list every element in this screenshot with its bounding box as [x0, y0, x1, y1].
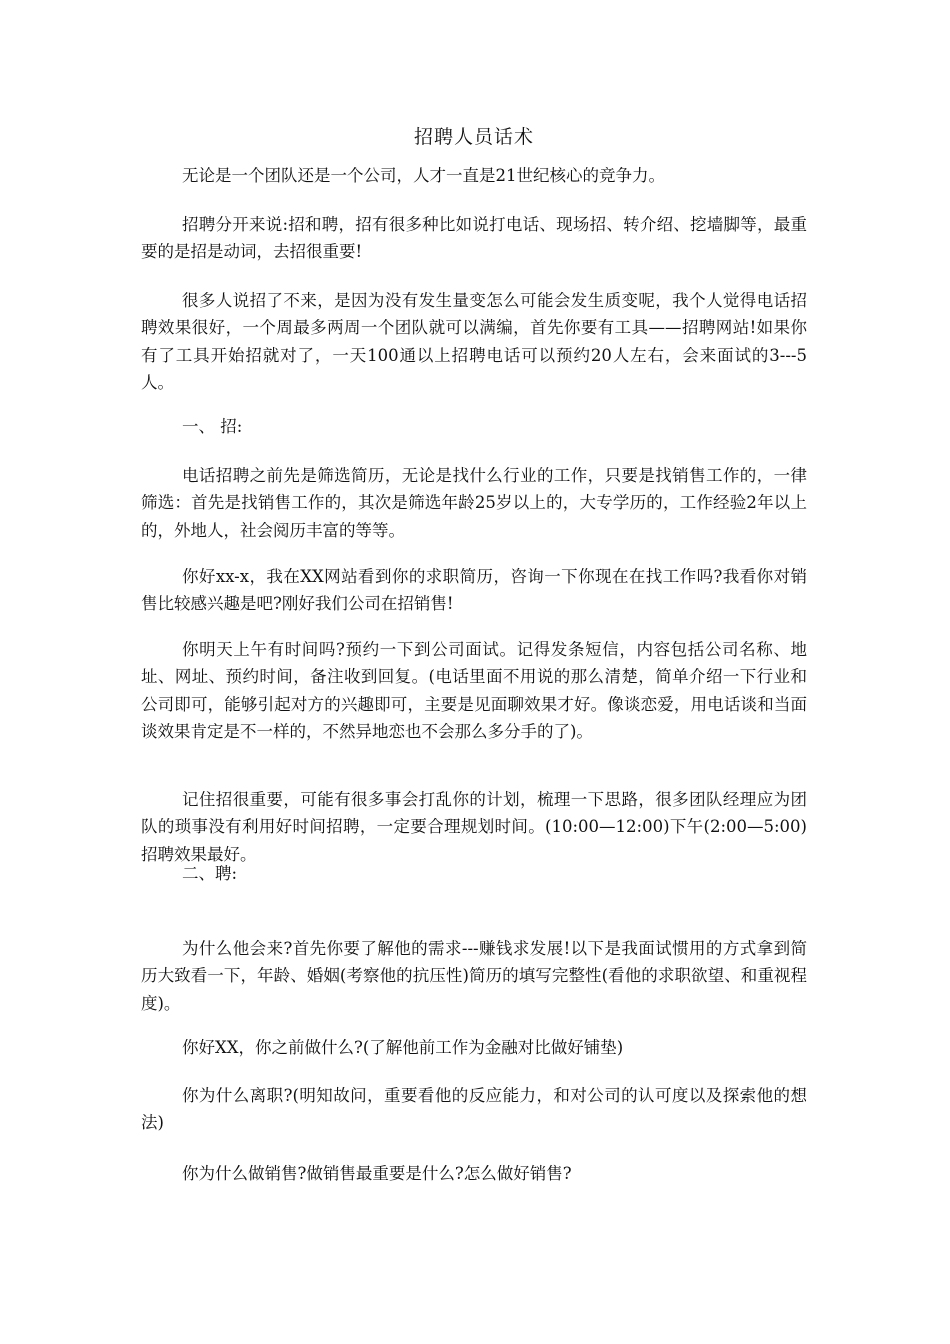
- section-heading-2: 二、聘:: [182, 864, 238, 883]
- paragraph-question-2: 你为什么离职?(明知故问，重要看他的反应能力，和对公司的认可度以及探索他的想法): [141, 1086, 807, 1133]
- paragraph-question-1: 你好XX，你之前做什么?(了解他前工作为金融对比做好铺垫): [182, 1038, 624, 1057]
- paragraph-question-3: 你为什么做销售?做销售最重要是什么?怎么做好销售?: [182, 1164, 572, 1183]
- paragraph-phone-recruiting: 很多人说招了不来，是因为没有发生量变怎么可能会发生质变呢，我个人觉得电话招聘效果很好，一个周最多两周一个团队就可以满编，首先你要有工具——招聘网站!如果你有了工具开始招就对了，一天100通以上招聘电话可以预约20人左右，会来面试的3---5人。: [141, 291, 807, 393]
- paragraph-time-planning: 记住招很重要，可能有很多事会打乱你的计划，梳理一下思路，很多团队经理应为团队的琐事没有利用好时间招聘，一定要合理规划时间。(10:00—12:00)下午(2:00—5:00)招聘效果最好。: [141, 790, 807, 864]
- paragraph-phone-script: 你好xx-x，我在XX网站看到你的求职简历，咨询一下你现在在找工作吗?我看你对销售比较感兴趣是吧?刚好我们公司在招销售!: [141, 567, 807, 614]
- document-title: 招聘人员话术: [413, 126, 534, 148]
- paragraph-appointment: 你明天上午有时间吗?预约一下到公司面试。记得发条短信，内容包括公司名称、地址、网址、预约时间，备注收到回复。(电话里面不用说的那么清楚，简单介绍一下行业和公司即可，能够引起对方的兴趣即可，主要是见面聊效果才好。像谈恋爱，用电话谈和当面谈效果肯定是不一样的，不然异地恋也不会那么多分手的了)。: [141, 640, 807, 742]
- paragraph-needs: 为什么他会来?首先你要了解他的需求---赚钱求发展!以下是我面试惯用的方式拿到简历大致看一下，年龄、婚姻(考察他的抗压性)简历的填写完整性(看他的求职欲望、和重视程度)。: [141, 939, 807, 1013]
- paragraph-resume-screening: 电话招聘之前先是筛选简历，无论是找什么行业的工作，只要是找销售工作的，一律筛选：首先是找销售工作的，其次是筛选年龄25岁以上的，大专学历的，工作经验2年以上的，外地人，社会阅历丰富的等等。: [141, 466, 807, 540]
- paragraph-intro: 无论是一个团队还是一个公司，人才一直是21世纪核心的竞争力。: [182, 166, 665, 185]
- section-heading-1: 一、 招:: [182, 417, 243, 436]
- paragraph-recruit-overview: 招聘分开来说:招和聘，招有很多种比如说打电话、现场招、转介绍、挖墙脚等，最重要的是招是动词，去招很重要!: [141, 215, 807, 262]
